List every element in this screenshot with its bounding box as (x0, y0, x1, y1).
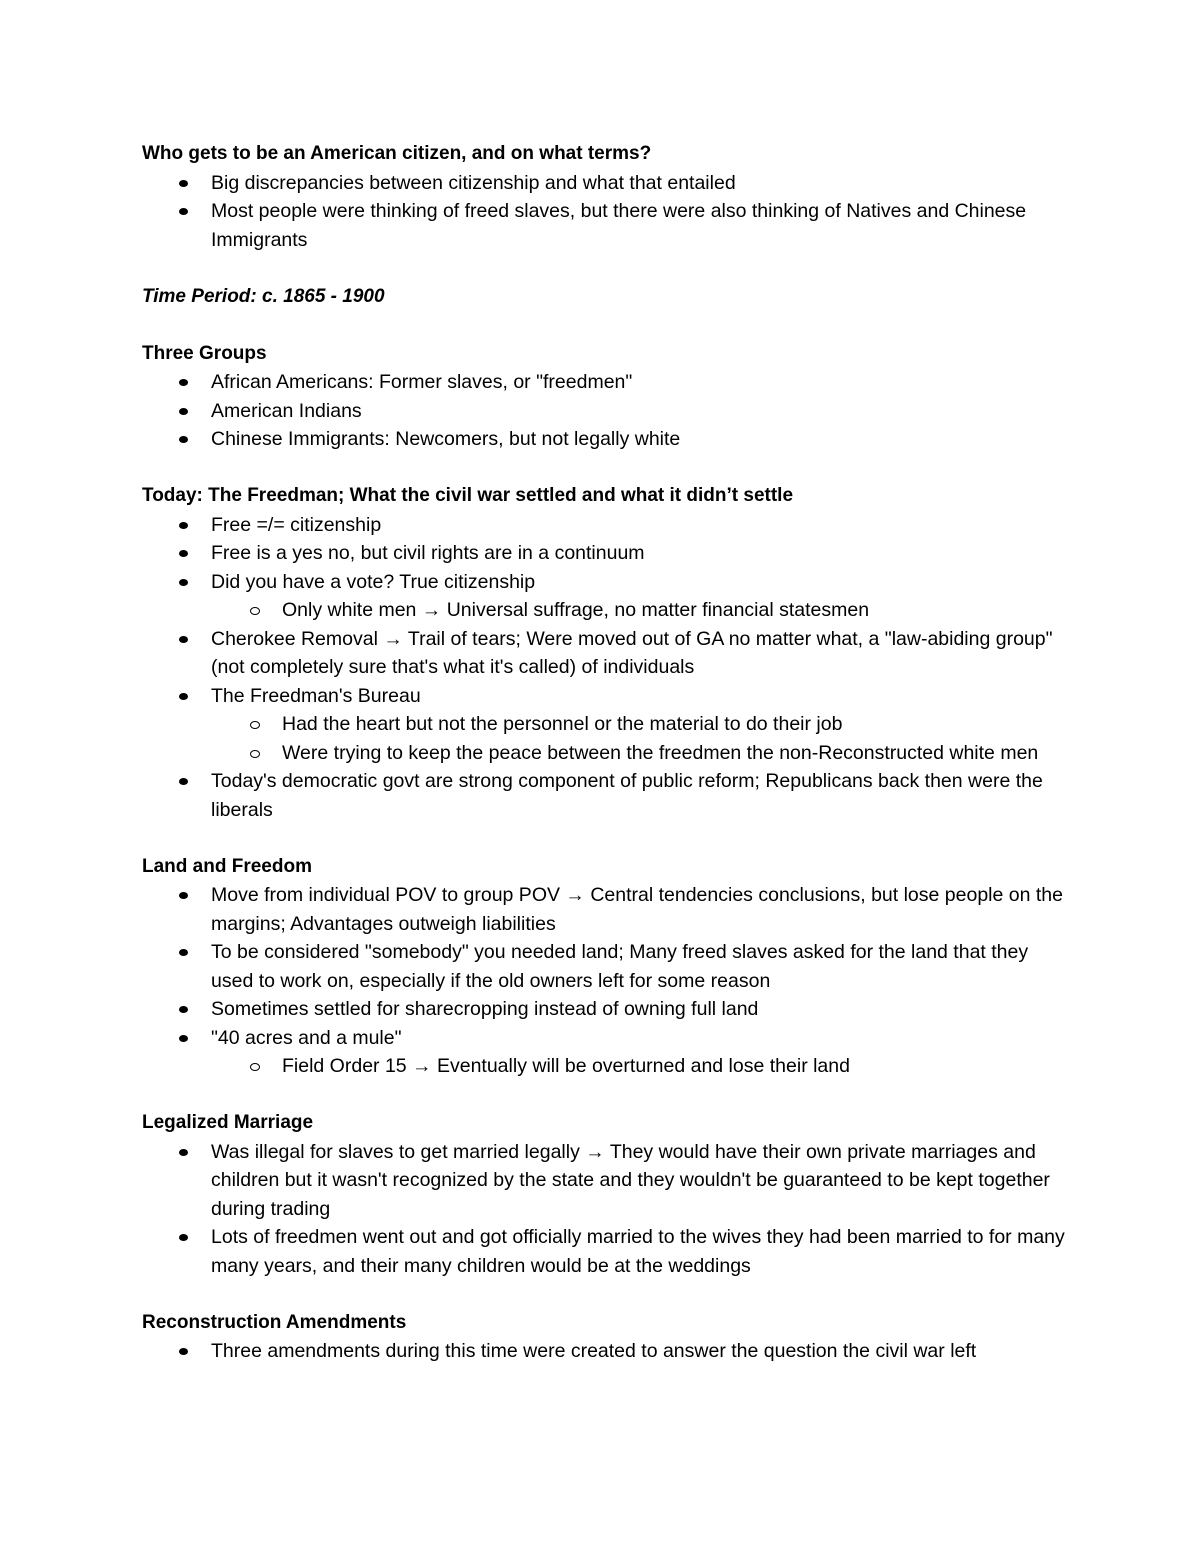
list-item: Big discrepancies between citizenship and what that entailed (142, 169, 1072, 198)
bullet-icon (179, 379, 188, 386)
list-item: Move from individual POV to group POV → Central tendencies conclusions, but lose people on the margins; Advantages outweigh liabilities (142, 881, 1072, 938)
sub-list-item: Field Order 15 → Eventually will be overturned and lose their land (142, 1052, 1072, 1081)
list-item: Free is a yes no, but civil rights are in a continuum (142, 539, 1072, 568)
bullet-icon (179, 579, 188, 586)
bullet-icon (179, 693, 188, 700)
section-heading-amendments: Reconstruction Amendments (142, 1311, 407, 1333)
bullet-icon (179, 1348, 188, 1355)
bullet-icon (179, 180, 188, 187)
sub-list-item: Only white men → Universal suffrage, no matter financial statesmen (142, 596, 1072, 625)
list-item: Free =/= citizenship (142, 511, 1072, 540)
circle-bullet-icon (250, 607, 260, 615)
time-period-heading: Time Period: c. 1865 - 1900 (142, 285, 385, 307)
section-heading-freedman: Today: The Freedman; What the civil war settled and what it didn’t settle (142, 485, 794, 506)
bullet-icon (179, 892, 188, 899)
section-heading-three-groups: Three Groups (142, 342, 267, 364)
list-item: Was illegal for slaves to get married legally → They would have their own private marriages and children but it wasn't recognized by the state and they wouldn't be guaranteed to be kept together during trading (142, 1138, 1072, 1224)
document-page (142, 140, 1072, 1366)
bullet-list-three-groups (142, 368, 1072, 454)
bullet-icon (179, 1035, 188, 1042)
bullet-list-marriage (142, 1138, 1072, 1281)
bullet-list-land (142, 881, 1072, 1081)
bullet-icon (179, 778, 188, 785)
bullet-list-citizen (142, 169, 1072, 255)
circle-bullet-icon (250, 721, 260, 729)
bullet-icon (179, 522, 188, 529)
bullet-icon (179, 550, 188, 557)
circle-bullet-icon (250, 750, 260, 758)
list-item: "40 acres and a mule" (142, 1024, 1072, 1053)
list-item: Today's democratic govt are strong component of public reform; Republicans back then were the liberals (142, 767, 1072, 824)
bullet-icon (179, 208, 188, 215)
circle-bullet-icon (250, 1063, 260, 1071)
bullet-icon (179, 1149, 188, 1156)
list-item: Three amendments during this time were created to answer the question the civil war left (142, 1337, 1072, 1366)
sub-list-item: Had the heart but not the personnel or the material to do their job (142, 710, 1072, 739)
bullet-list-freedman (142, 511, 1072, 825)
list-item: To be considered "somebody" you needed land; Many freed slaves asked for the land that they used to work on, especially if the old owners left for some reason (142, 938, 1072, 995)
bullet-icon (179, 408, 188, 415)
list-item: The Freedman's Bureau (142, 682, 1072, 711)
bullet-icon (179, 1006, 188, 1013)
list-item: Sometimes settled for sharecropping instead of owning full land (142, 995, 1072, 1024)
sub-list-item: Were trying to keep the peace between the freedmen the non-Reconstructed white men (142, 739, 1072, 768)
list-item: Chinese Immigrants: Newcomers, but not legally white (142, 425, 1072, 454)
list-item: Most people were thinking of freed slaves, but there were also thinking of Natives and Chinese Immigrants (142, 197, 1072, 254)
list-item: Cherokee Removal → Trail of tears; Were moved out of GA no matter what, a "law-abiding group" (not completely sure that's what it's called) of individuals (142, 625, 1072, 682)
section-heading-citizen: Who gets to be an American citizen, and on what terms? (142, 143, 652, 164)
section-heading-land: Land and Freedom (142, 855, 312, 877)
bullet-list-amendments (142, 1337, 1072, 1366)
bullet-icon (179, 949, 188, 956)
list-item: African Americans: Former slaves, or "freedmen" (142, 368, 1072, 397)
list-item: American Indians (142, 397, 1072, 426)
bullet-icon (179, 436, 188, 443)
bullet-icon (179, 636, 188, 643)
list-item: Did you have a vote? True citizenship (142, 568, 1072, 597)
bullet-icon (179, 1234, 188, 1241)
section-heading-marriage: Legalized Marriage (142, 1112, 314, 1133)
list-item: Lots of freedmen went out and got officially married to the wives they had been married to for many many years, and their many children would be at the weddings (142, 1223, 1072, 1280)
